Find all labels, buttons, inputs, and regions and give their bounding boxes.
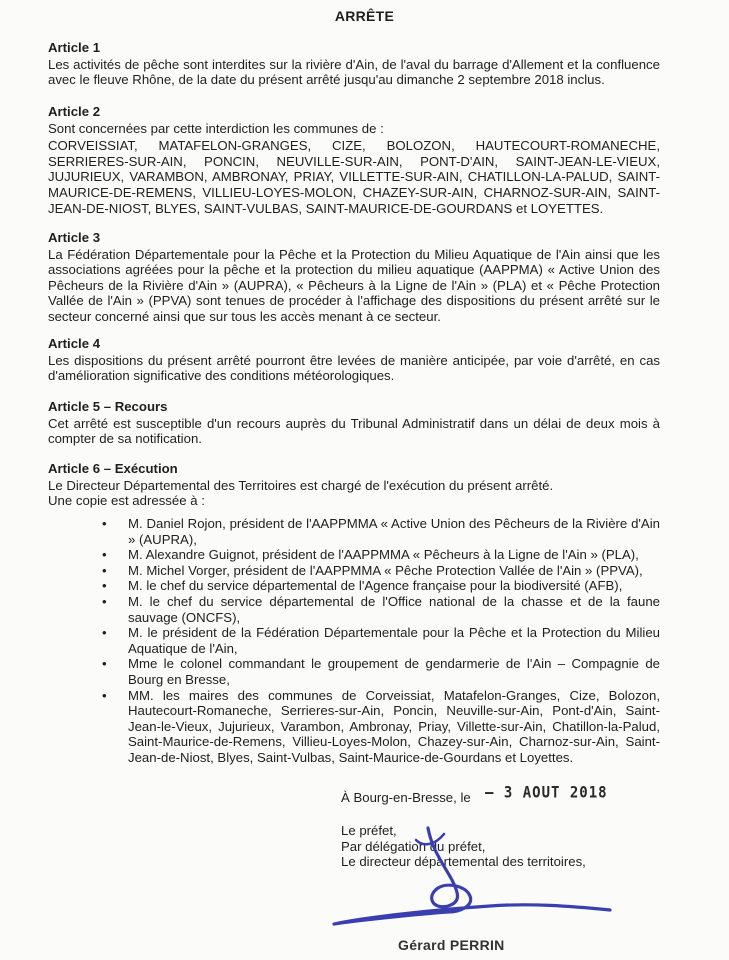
bullet-icon: • — [102, 578, 107, 594]
article-heading: Article 4 — [48, 336, 101, 351]
article-2 — [48, 104, 660, 216]
recipient-text: Mme le colonel commandant le groupement de gendarmerie de l'Ain – Compagnie de Bourg en Bresse, — [128, 656, 660, 687]
place-date-label: À Bourg-en-Bresse, le — [341, 790, 471, 805]
signatory-title: Le préfet, — [341, 823, 397, 838]
bullet-icon: • — [102, 516, 107, 531]
article-5 — [48, 399, 660, 447]
bullet-icon: • — [102, 562, 107, 578]
communes-list: CORVEISSIAT, MATAFELON-GRANGES, CIZE, BOLOZON, HAUTECOURT-ROMANECHE, SERRIERES-SUR-AIN, PONCIN, NEUVILLE-SUR-AIN, PONT-D'AIN, SAINT-JEAN-LE-VIEUX, JUJURIEUX, VARAMBON, AMBRONAY, PRIAY, VILLETTE-SUR-AIN, CHATILLON-LA-PALUD, SAINT-MAURICE-DE-REMENS, VILLIEU-LOYES-MOLON, CHAZEY-SUR-AIN, CHARNOZ-SUR-AIN, SAINT-JEAN-DE-NIOST, BLYES, SAINT-VULBAS, SAINT-MAURICE-DE-GOURDANS et LOYETTES. — [48, 138, 660, 216]
recipients-list — [100, 516, 660, 766]
list-item — [100, 547, 660, 563]
recipient-text: M. Daniel Rojon, président de l'AAPPMMA « Active Union des Pêcheurs de la Rivière d'Ain » (AUPRA), — [128, 516, 660, 547]
article-text: Le Directeur Départemental des Territoires est chargé de l'exécution du présent arrêté. — [48, 477, 554, 493]
recipient-text: MM. les maires des communes de Corveissiat, Matafelon-Granges, Cize, Bolozon, Hautecourt-Romaneche, Serrieres-sur-Ain, Poncin, Neuville-sur-Ain, Pont-d'Ain, Saint-Jean-le-Vieux, Jujurieux, Varambon, Ambronay, Priay, Villette-sur-Ain, Chatillon-la-Palud, Saint-Maurice-de-Remens, Villieu-Loyes-Molon, Chazey-sur-Ain, Charnoz-sur-Ain, Saint-Jean-de-Niost, Blyes, Saint-Vulbas, Saint-Maurice-de-Gourdans et Loyettes. — [128, 687, 660, 765]
director-line: Le directeur départemental des territoires, — [341, 854, 586, 870]
list-item — [100, 516, 660, 547]
recipient-text: M. le chef du service départemental de l'Agence française pour la biodiversité (AFB), — [128, 578, 623, 594]
date-stamp: – 3 AOUT 2018 — [485, 783, 608, 803]
recipient-text: M. Alexandre Guignot, président de l'AAPPMMA « Pêcheurs à la Ligne de l'Ain » (PLA), — [128, 547, 639, 563]
recipient-text: M. le chef du service départemental de l'Office national de la chasse et de la faune sauvage (ONCFS), — [128, 593, 660, 625]
article-text: Les activités de pêche sont interdites sur la rivière d'Ain, de l'aval du barrage d'Allement et la confluence avec le fleuve Rhône, de la date du présent arrêté jusqu'au dimanche 2 septembre 2018 inclus. — [48, 56, 660, 88]
article-heading: Article 6 – Exécution — [48, 461, 178, 476]
signatory-name: Gérard PERRIN — [398, 937, 505, 953]
article-heading: Article 1 — [48, 40, 101, 55]
list-item — [100, 625, 660, 656]
recipient-text: M. le président de la Fédération Départementale pour la Pêche et la Protection du Milieu Aquatique de l'Ain, — [128, 625, 660, 656]
article-text: Cet arrêté est susceptible d'un recours auprès du Tribunal Administratif dans un délai de deux mois à compter de sa notification. — [48, 415, 660, 447]
article-text: La Fédération Départementale pour la Pêche et la Protection du Milieu Aquatique de l'Ain ainsi que les associations agréées pour la pêche et la protection du milieu aquatique (AAPPMA) « Active Union des Pêcheurs de la Rivière d'Ain » (AUPRA), « Pêcheurs à la Ligne de l'Ain » (PLA) et « Pêche Protection Vallée de l'Ain » (PPVA) sont tenues de procéder à l'affichage des dispositions du présent arrêté sur le secteur concerné ainsi que sur tous les accès menant à ce secteur. — [48, 246, 660, 324]
bullet-icon: • — [102, 656, 107, 672]
bullet-icon: • — [102, 687, 107, 703]
article-1 — [48, 40, 660, 88]
list-item — [100, 563, 660, 579]
article-text: Les dispositions du présent arrêté pourront être levées de manière anticipée, par voie d'arrêté, en cas d'amélioration significative des conditions météorologiques. — [48, 352, 660, 384]
list-item — [100, 656, 660, 687]
copy-intro: Une copie est adressée à : — [48, 493, 205, 509]
article-3 — [48, 230, 660, 325]
article-6 — [48, 461, 660, 509]
list-item — [100, 688, 660, 766]
handwritten-signature — [320, 820, 620, 940]
document-title: ARRÊTE — [334, 8, 395, 24]
bullet-icon: • — [102, 593, 107, 609]
article-heading: Article 2 — [48, 104, 101, 119]
bullet-icon: • — [102, 547, 107, 563]
recipient-text: M. Michel Vorger, président de l'AAPPMMA « Pêche Protection Vallée de l'Ain » (PPVA), — [128, 562, 643, 578]
delegation-line: Par délégation du préfet, — [341, 838, 486, 854]
bullet-icon: • — [102, 625, 107, 641]
list-item — [100, 594, 660, 625]
article-heading: Article 5 – Recours — [48, 399, 168, 414]
article-heading: Article 3 — [48, 230, 101, 245]
article-4 — [48, 336, 660, 384]
article-text: Sont concernées par cette interdiction les communes de : — [48, 120, 384, 136]
list-item — [100, 578, 660, 594]
